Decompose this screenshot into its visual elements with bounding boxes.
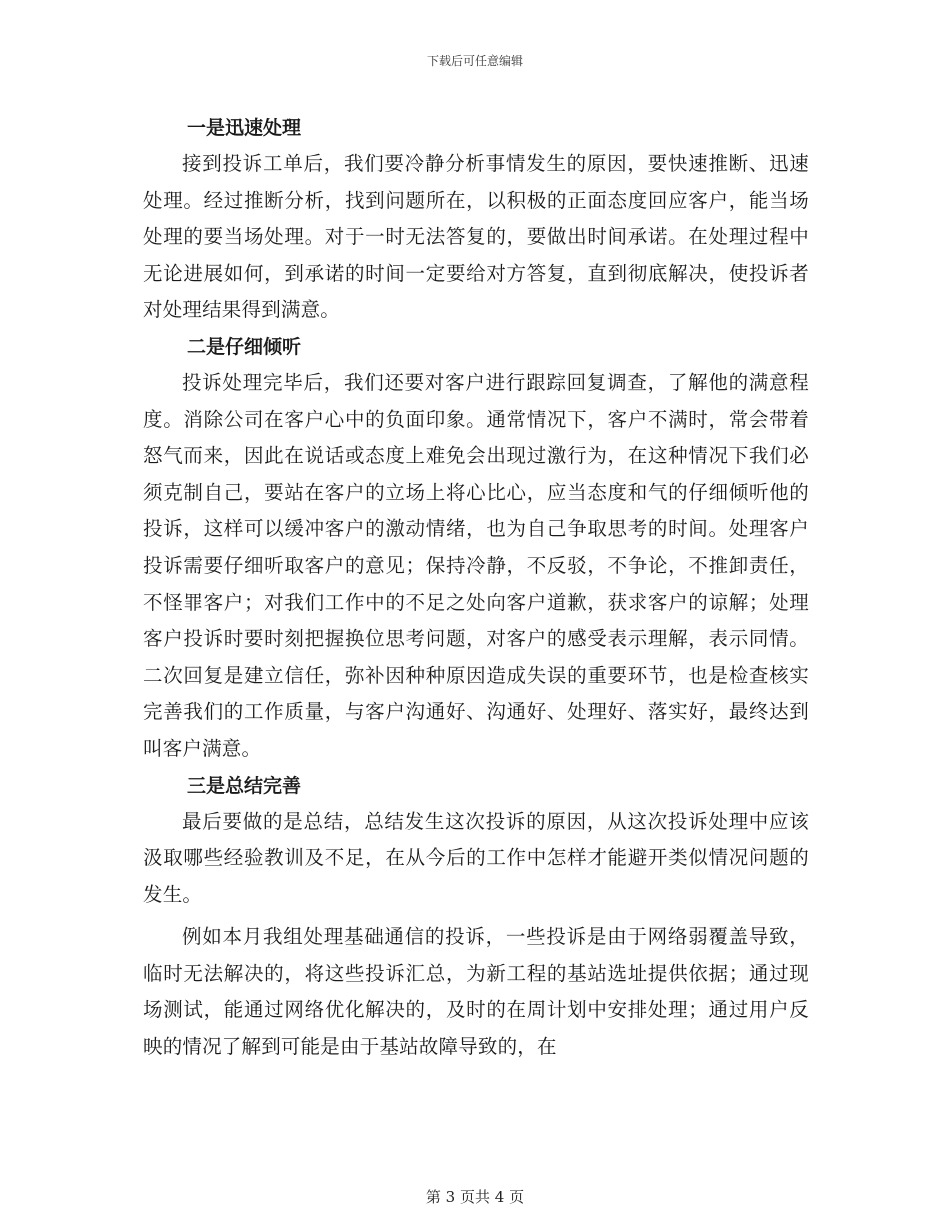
section-2-paragraph-1: 投诉处理完毕后，我们还要对客户进行跟踪回复调查，了解他的满意程度。消除公司在客户心中的负面印象。通常情况下，客户不满时，常会带着怒气而来，因此在说话或态度上难免会出现过激行为，在这种情况下我们必须克制自己，要站在客户的立场上将心比心，应当态度和气的仔细倾听他的投诉，这样可以缓冲客户的激动情绪，也为自己争取思考的时间。处理客户投诉需要仔细听取客户的意见；保持冷静，不反驳，不争论，不推卸责任，不怪罪客户；对我们工作中的不足之处向客户道歉，获求客户的谅解；处理客户投诉时要时刻把握换位思考问题，对客户的感受表示理解，表示同情。二次回复是建立信任，弥补因种种原因造成失误的重要环节，也是检查核实完善我们的工作质量，与客户沟通好、沟通好、处理好、落实好，最终达到叫客户满意。 <box>143 370 809 760</box>
section-heading-1: 一是迅速处理 <box>187 117 302 139</box>
section-1-paragraph-1: 接到投诉工单后，我们要冷静分析事情发生的原因，要快速推断、迅速处理。经过推断分析，找到问题所在，以积极的正面态度回应客户，能当场处理的要当场处理。对于一时无法答复的，要做出时间承诺。在处理过程中无论进展如何，到承诺的时间一定要给对方答复，直到彻底解决，使投诉者对处理结果得到满意。 <box>143 152 809 322</box>
document-body <box>143 110 809 1066</box>
section-3-paragraph-1: 最后要做的是总结，总结发生这次投诉的原因，从这次投诉处理中应该汲取哪些经验教训及不足，在从今后的工作中怎样才能避开类似情况问题的发生。 <box>143 809 809 906</box>
page-header: 下载后可任意编辑 <box>426 54 523 68</box>
section-heading-2: 二是仔细倾听 <box>187 335 302 358</box>
section-heading-3: 三是总结完善 <box>187 774 302 797</box>
page-footer: 第 3 页共 4 页 <box>425 1188 525 1206</box>
section-3-paragraph-2: 例如本月我组处理基础通信的投诉，一些投诉是由于网络弱覆盖导致，临时无法解决的，将这些投诉汇总，为新工程的基站选址提供依据；通过现场测试，能通过网络优化解决的，及时的在周计划中安排处理；通过用户反映的情况了解到可能是由于基站故障导致的，在 <box>143 925 809 1059</box>
